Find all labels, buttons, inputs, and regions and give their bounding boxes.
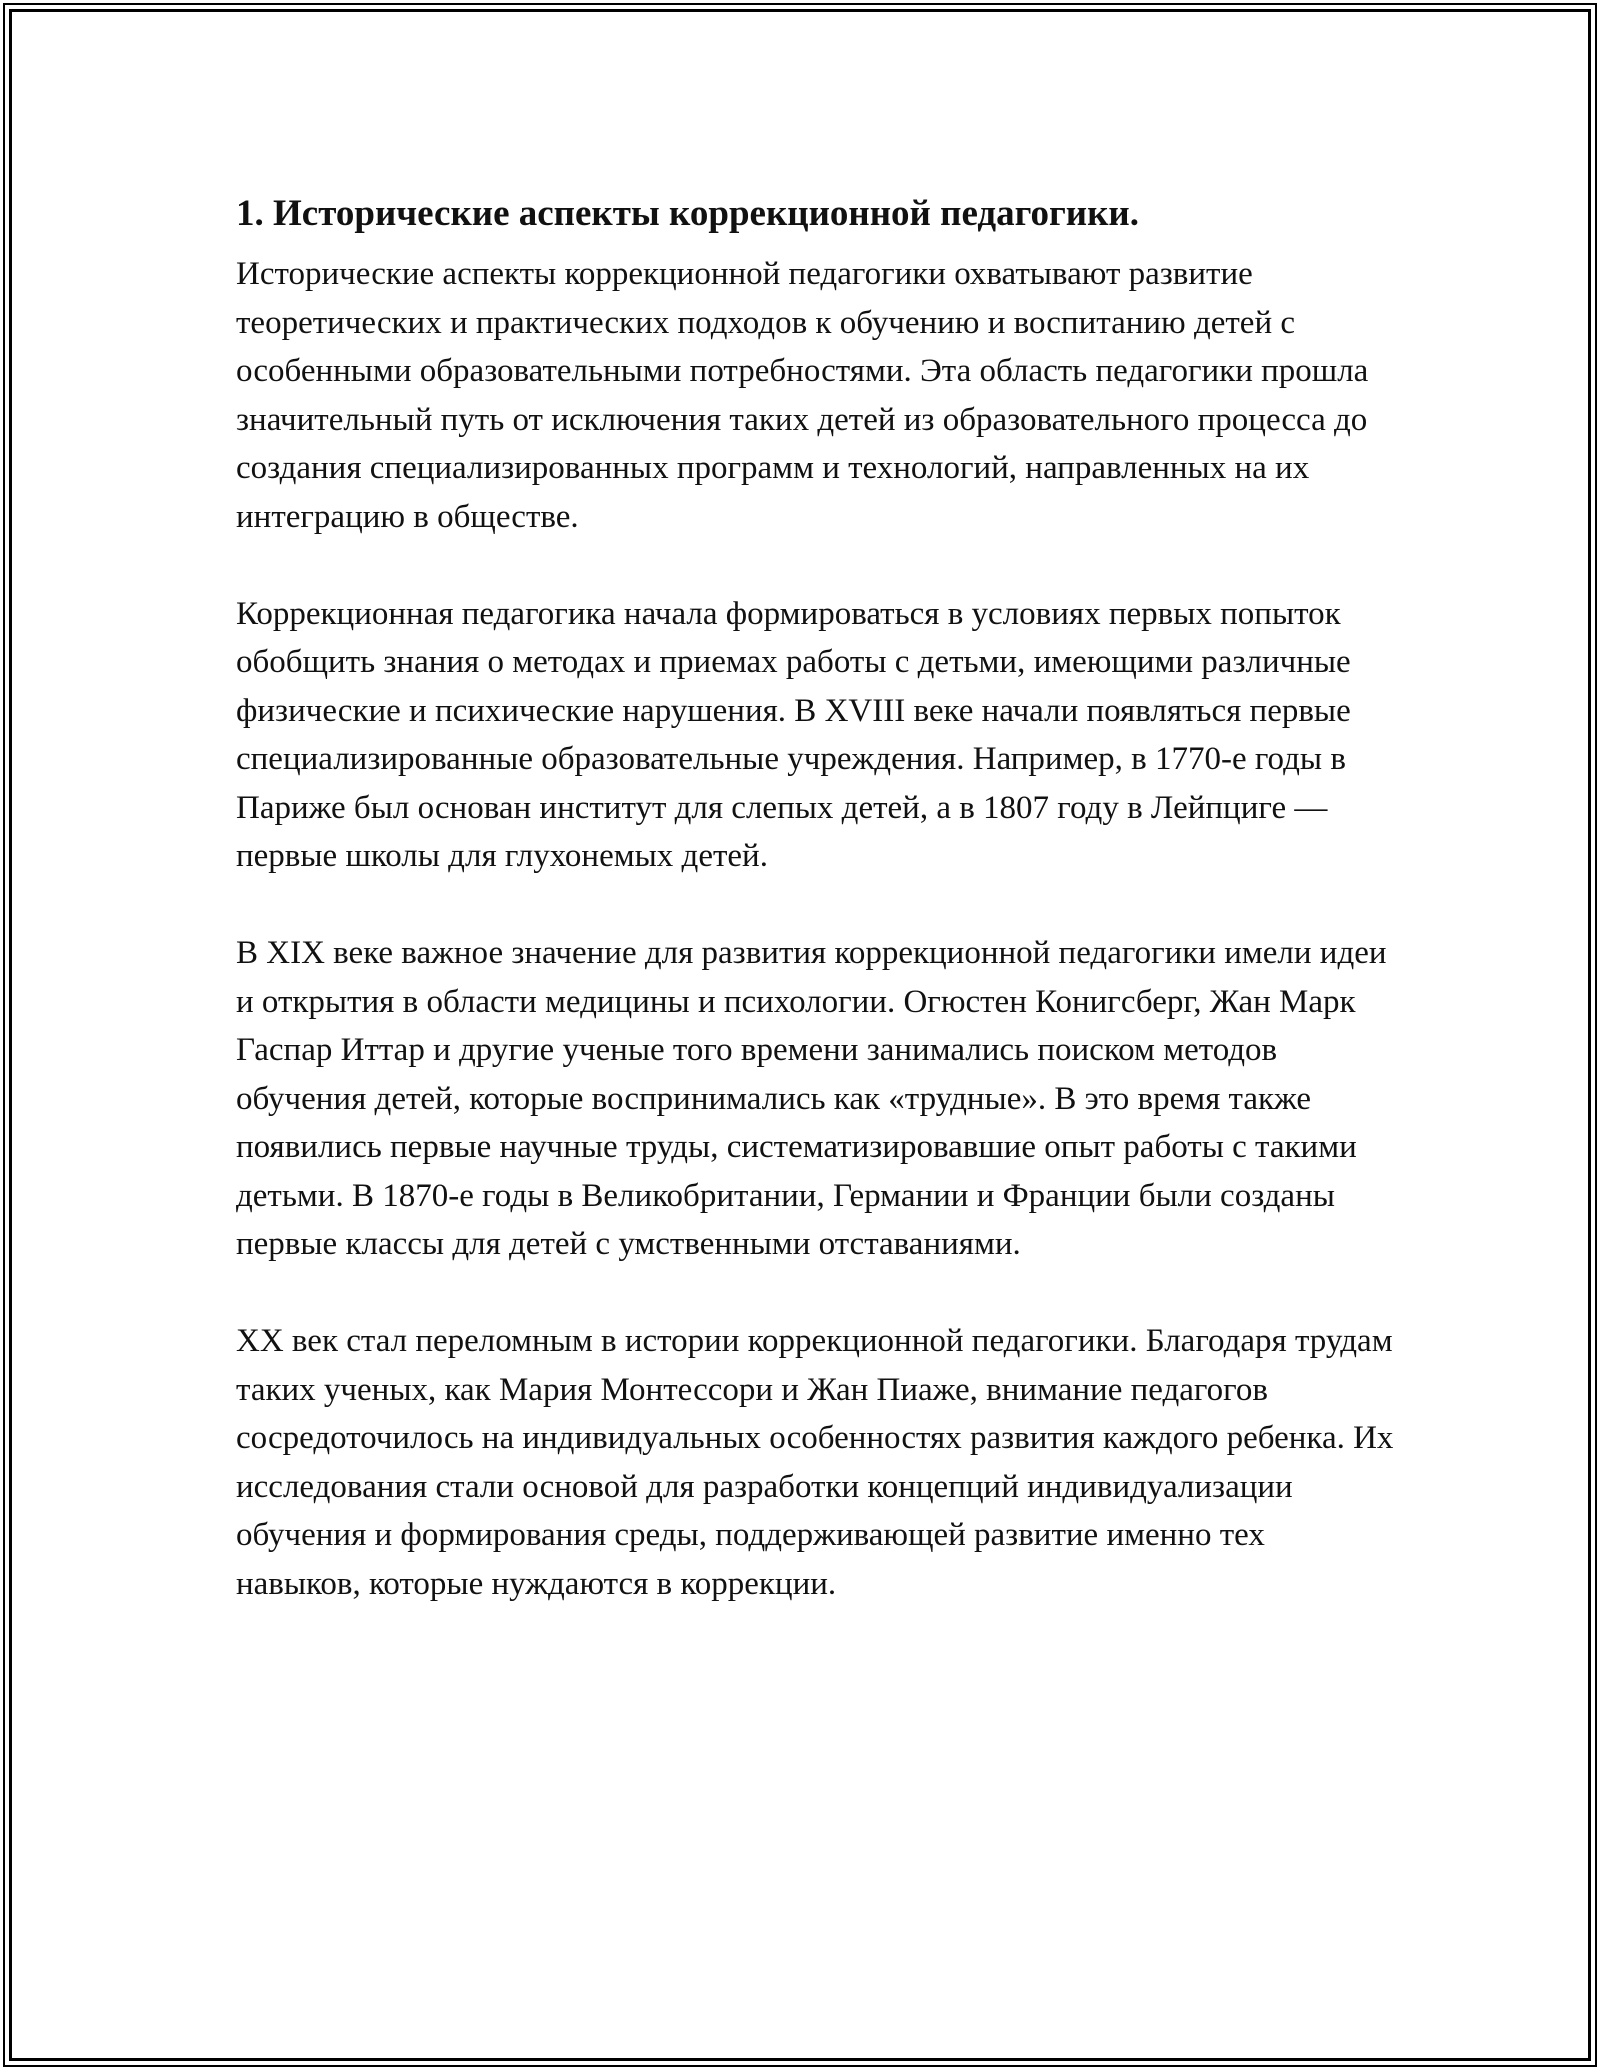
paragraph-20th-century: XX век стал переломным в истории коррекционной педагогики. Благодаря трудам таких ученых, как Мария Монтессори и Жан Пиаже, внимание педагогов сосредоточилось на индивидуальных особенностях развития каждого ребенка. Их исследования стали основой для разработки концепций индивидуализации обучения и формирования среды, поддерживающей развитие именно тех навыков, которые нуждаются в коррекции. [236,1323,1394,1602]
section-heading: 1. Исторические аспекты коррекционной педагогики. [236,193,1139,234]
paragraph-18th-century: Коррекционная педагогика начала формироваться в условиях первых попыток обобщить знания о методах и приемах работы с детьми, имеющими различные физические и психические нарушения. В XVIII веке начали появляться первые специализированные образовательные учреждения. Например, в 1770-е годы в Париже был основан институт для слепых детей, а в 1807 году в Лейпциге — первые школы для глухонемых детей. [236,595,1351,874]
document-body [236,186,1396,1657]
paragraph-19th-century: В XIX веке важное значение для развития коррекционной педагогики имели идеи и открытия в области медицины и психологии. Огюстен Конигсберг, Жан Марк Гаспар Иттар и другие ученые того времени занимались поиском методов обучения детей, которые воспринимались как «трудные». В это время также появились первые научные труды, систематизировавшие опыт работы с такими детьми. В 1870-е годы в Великобритании, Германии и Франции были созданы первые классы для детей с умственными отставаниями. [236,935,1387,1262]
paragraph-intro: Исторические аспекты коррекционной педагогики охватывают развитие теоретических и практических подходов к обучению и воспитанию детей с особенными образовательными потребностями. Эта область педагогики прошла значительный путь от исключения таких детей из образовательного процесса до создания специализированных программ и технологий, направленных на их интеграцию в обществе. [236,256,1369,535]
